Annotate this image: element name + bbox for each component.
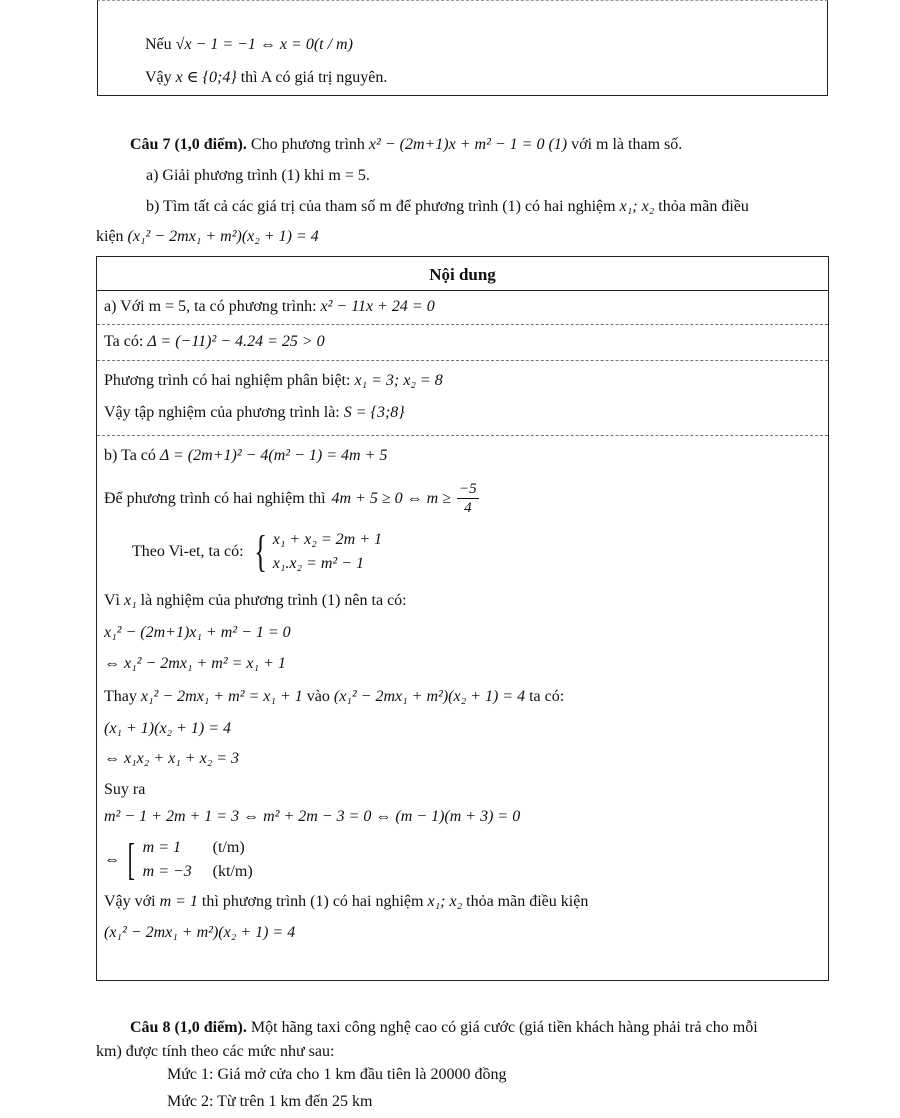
top-line-1: Nếu √x − 1 = −1 ⇔ x = 0(t / m)	[145, 36, 353, 53]
q7-part-a: a) Giải phương trình (1) khi m = 5.	[146, 167, 370, 184]
q7-statement: Câu 7 (1,0 điểm). Cho phương trình x² − (2m+1)x + m² − 1 = 0 (1) với m là tham số.	[130, 136, 683, 153]
row-b-therefore: Suy ra	[104, 781, 146, 798]
row-b-cases: ⇔ [ m = 1 (t/m) m = −3 (kt/m)	[104, 835, 253, 884]
cases-bracket: [ m = 1 (t/m) m = −3 (kt/m)	[127, 835, 253, 884]
row-divider	[97, 290, 828, 291]
q8-statement-line2: km) được tính theo các mức như sau:	[96, 1043, 335, 1060]
row-b-eq5: m² − 1 + 2m + 1 = 3 ⇔ m² + 2m − 3 = 0 ⇔ (m − 1)(m + 3) = 0	[104, 808, 521, 825]
row-b-conclusion: Vậy với m = 1 thì phương trình (1) có hai nghiệm x₁; x₂ thỏa mãn điều kiện	[104, 893, 589, 910]
row-divider	[97, 360, 828, 361]
row-a-roots: Phương trình có hai nghiệm phân biệt: x₁ = 3; x₂ = 8	[104, 372, 443, 389]
row-b-final-condition: (x₁² − 2mx₁ + m²)(x₂ + 1) = 4	[104, 924, 296, 941]
q8-statement-line1: Câu 8 (1,0 điểm). Một hãng taxi công nghệ cao có giá cước (giá tiền khách hàng phải trả cho mỗi	[130, 1019, 758, 1036]
q7-part-b-line2: kiện (x₁² − 2mx₁ + m²)(x₂ + 1) = 4	[96, 228, 319, 245]
q8-level-1: Mức 1: Giá mở cửa cho 1 km đầu tiên là 20000 đồng	[167, 1066, 507, 1083]
row-a-equation: a) Với m = 5, ta có phương trình: x² − 11x + 24 = 0	[104, 298, 435, 315]
row-b-condition: Để phương trình có hai nghiệm thì 4m + 5 ≥ 0 ⇔ m ≥ $\frac{-5}{4}$	[104, 481, 477, 516]
top-line-2: Vậy x ∈ {0;4} thì A có giá trị nguyên.	[145, 69, 388, 86]
row-b-vieta: Theo Vi-et, ta có: { x₁ + x₂ = 2m + 1 x₁.x₂ = m² − 1	[132, 527, 382, 576]
row-b-eq4: ⇔ x₁x₂ + x₁ + x₂ = 3	[104, 750, 240, 767]
row-a-discriminant: Ta có: Δ = (−11)² − 4.24 = 25 > 0	[104, 333, 325, 350]
row-a-solution-set: Vậy tập nghiệm của phương trình là: S = {3;8}	[104, 404, 405, 421]
left-brace-icon: {	[253, 527, 267, 576]
row-b-eq1: x₁² − (2m+1)x₁ + m² − 1 = 0	[104, 624, 291, 641]
vieta-system: { x₁ + x₂ = 2m + 1 x₁.x₂ = m² − 1	[253, 527, 382, 576]
row-b-discriminant: b) Ta có Δ = (2m+1)² − 4(m² − 1) = 4m + 5	[104, 447, 388, 464]
row-b-eq3: (x₁ + 1)(x₂ + 1) = 4	[104, 720, 232, 737]
row-divider	[97, 435, 828, 436]
table-header: Nội dung	[429, 265, 496, 284]
left-bracket-icon: [	[127, 835, 135, 884]
row-b-substitution: Thay x₁² − 2mx₁ + m² = x₁ + 1 vào (x₁² − 2mx₁ + m²)(x₂ + 1) = 4 ta có:	[104, 688, 565, 705]
row-b-root-statement: Vì x₁ là nghiệm của phương trình (1) nên ta có:	[104, 592, 407, 609]
q7-part-b-line1: b) Tìm tất cả các giá trị của tham số m để phương trình (1) có hai nghiệm x₁; x₂ thỏa mãn điều	[146, 198, 749, 215]
row-b-eq2: ⇔ x₁² − 2mx₁ + m² = x₁ + 1	[104, 655, 286, 672]
row-divider	[97, 324, 828, 325]
fraction-minus-five-fourths: $\frac{-5}{4}$	[459, 481, 477, 516]
q8-level-2: Mức 2: Từ trên 1 km đến 25 km	[167, 1093, 373, 1110]
